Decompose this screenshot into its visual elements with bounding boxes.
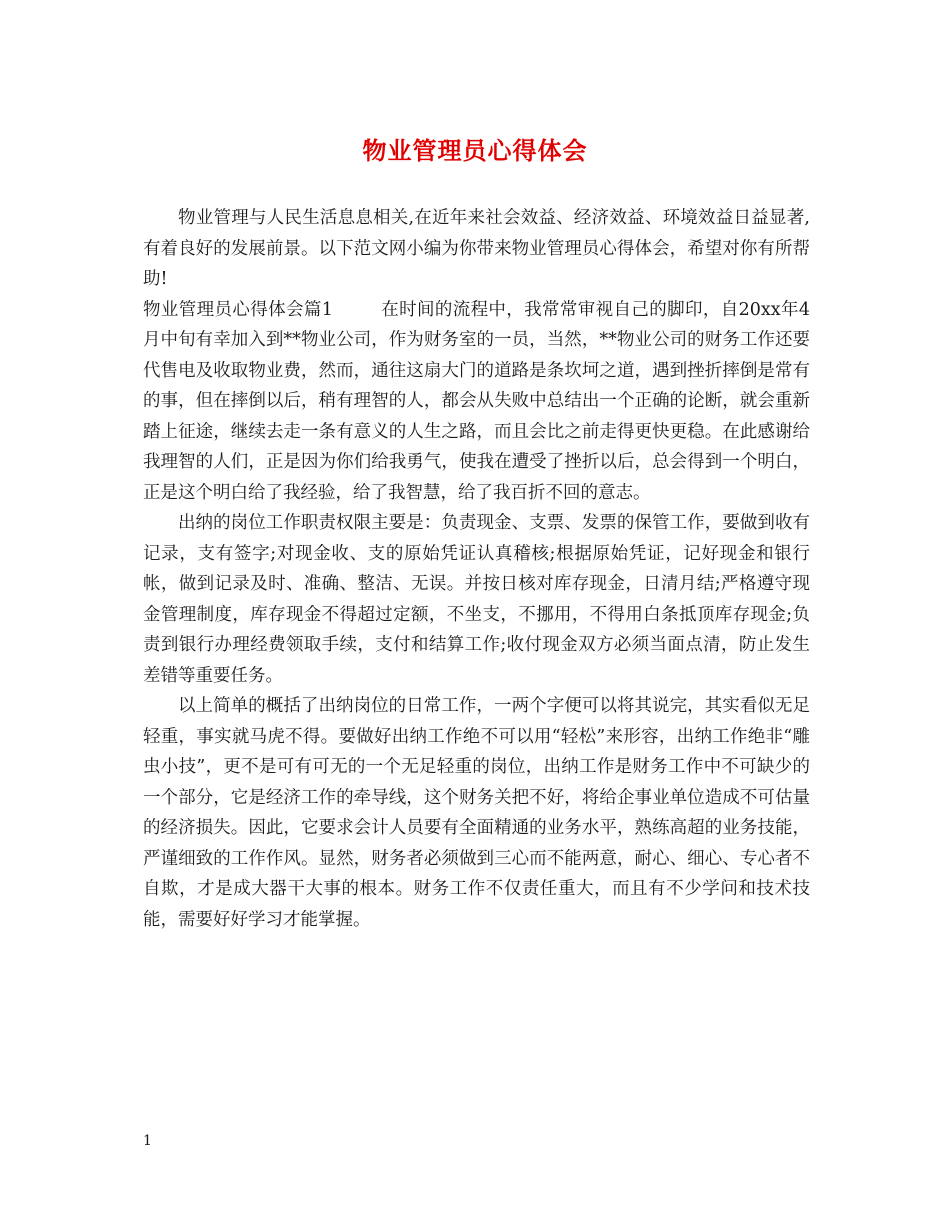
intro-paragraph: 物业管理与人民生活息息相关,在近年来社会效益、经济效益、环境效益日益显著,有着良好的发展前景。以下范文网小编为你带来物业管理员心得体会，希望对你有所帮助! xyxy=(143,208,810,289)
section-1-text: 在时间的流程中，我常常审视自己的脚印，自20xx年4月中旬有幸加入到**物业公司，作为财务室的一员，当然，**物业公司的财务工作还要代售电及收取物业费，然而，通往这扇大门的道路是条坎坷之道，遇到挫折摔倒是常有的事，但在摔倒以后，稍有理智的人，都会从失败中总结出一个正确的论断，就会重新踏上征途，继续去走一条有意义的人生之路，而且会比之前走得更快更稳。在此感谢给我理智的人们，正是因为你们给我勇气，使我在遭受了挫折以后，总会得到一个明白，正是这个明白给了我经验，给了我智慧，给了我百折不回的意志。 xyxy=(143,299,810,503)
cashier-duties-paragraph: 出纳的岗位工作职责权限主要是：负责现金、支票、发票的保管工作，要做到收有记录，支有签字;对现金收、支的原始凭证认真稽核;根据原始凭证，记好现金和银行帐，做到记录及时、准确、整洁、无误。并按日核对库存现金，日清月结;严格遵守现金管理制度，库存现金不得超过定额，不坐支，不挪用，不得用白条抵顶库存现金;负责到银行办理经费领取手续，支付和结算工作;收付现金双方必须当面点清，防止发生差错等重要任务。 xyxy=(143,513,810,686)
page-number: 1 xyxy=(143,1133,152,1149)
cashier-importance-paragraph: 以上简单的概括了出纳岗位的日常工作，一两个字便可以将其说完，其实看似无足轻重，事实就马虎不得。要做好出纳工作绝不可以用“轻松”来形容，出纳工作绝非“雕虫小技”，更不是可有可无的一个无足轻重的岗位，出纳工作是财务工作中不可缺少的一个部分，它是经济工作的牵导线，这个财务关把不好，将给企事业单位造成不可估量的经济损失。因此，它要求会计人员要有全面精通的业务水平，熟练高超的业务技能，严谨细致的工作作风。显然，财务者必须做到三心而不能两意，耐心、细心、专心者不自欺，才是成大器干大事的根本。财务工作不仅责任重大，而且有不少学问和技术技能，需要好好学习才能掌握。 xyxy=(143,696,810,930)
section-paragraph-1 xyxy=(143,295,810,509)
document-title: 物业管理员心得体会 xyxy=(362,136,588,165)
section-heading: 物业管理员心得体会篇1 xyxy=(143,299,333,320)
document-body xyxy=(143,203,810,935)
